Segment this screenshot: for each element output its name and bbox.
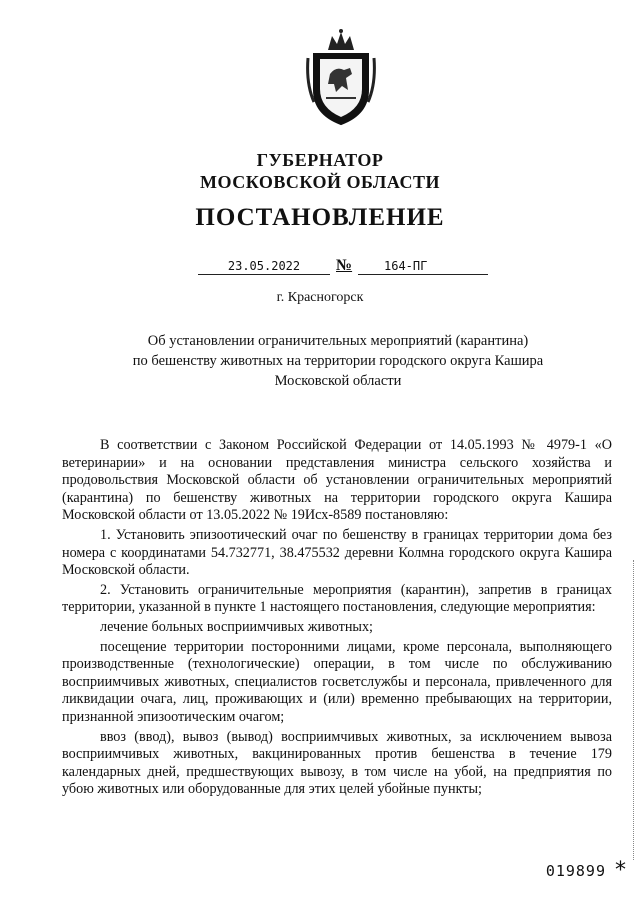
serial-mark: * <box>615 858 626 883</box>
preamble-paragraph: В соответствии с Законом Российской Федерации от 14.05.1993 № 4979-1 «О ветеринарии» и на основании представления министра сельского хозяйства и продовольствия Московской области об установлении ограничительных мероприятий (карантина) по бешенству животных на территории городского округа Кашира Московской области от 13.05.2022 № 19Исх-8589 постановляю: <box>62 437 612 524</box>
document-type-title: ПОСТАНОВЛЕНИЕ <box>195 204 445 231</box>
document-number: 164-ПГ <box>384 259 428 273</box>
margin-dotted-line <box>633 560 636 860</box>
city: г. Красногорск <box>276 290 364 305</box>
item-1-paragraph: 1. Установить эпизоотический очаг по бешенству в границах территории дома без номера с координатами 54.732771, 38.475532 деревни Колмна городского округа Кашира Московской области. <box>62 526 612 579</box>
authority-line-1: ГУБЕРНАТОР <box>256 150 384 170</box>
authority-line-2: МОСКОВСКОЙ ОБЛАСТИ <box>200 172 440 192</box>
measure-1-paragraph: лечение больных восприимчивых животных; <box>100 618 373 635</box>
document-date: 23.05.2022 <box>198 258 330 275</box>
subject-line-1: Об установлении ограничительных мероприятий (карантина) <box>147 333 529 349</box>
item-2-paragraph: 2. Установить ограничительные мероприятия (карантин), запретив в границах территории, указанной в пункте 1 настоящего постановления, следующие мероприятия: <box>62 581 612 616</box>
date-number-line <box>0 258 640 278</box>
document-body <box>62 437 612 799</box>
measure-3-paragraph: ввоз (ввод), вывоз (вывод) восприимчивых животных, за исключением вывоза восприимчивых животных, вакцинированных против бешенства в течение 179 календарных дней, предшествующих вывозу, в том числе на убой, на предприятия по убою животных или оборудованные для этих целей убойные пункты; <box>62 728 612 798</box>
subject-line-2: по бешенству животных на территории городского округа Кашира <box>132 353 544 369</box>
document-subject <box>90 331 586 391</box>
subject-line-3: Московской области <box>274 373 402 389</box>
measure-2-paragraph: посещение территории посторонними лицами, кроме персонала, выполняющего производственные (технологические) операции, в том числе по обслуживанию восприимчивых животных, специалистов госветслужбы и персонала, привлеченного для ликвидации очага, лиц, проживающих и (или) временно пребывающих на территории, признанной эпизоотическим очагом; <box>62 638 612 725</box>
document-serial-number: 019899 <box>545 862 606 880</box>
number-label: № <box>336 257 353 274</box>
moscow-oblast-coat-of-arms-icon <box>306 28 376 128</box>
document-number-field <box>358 258 488 275</box>
